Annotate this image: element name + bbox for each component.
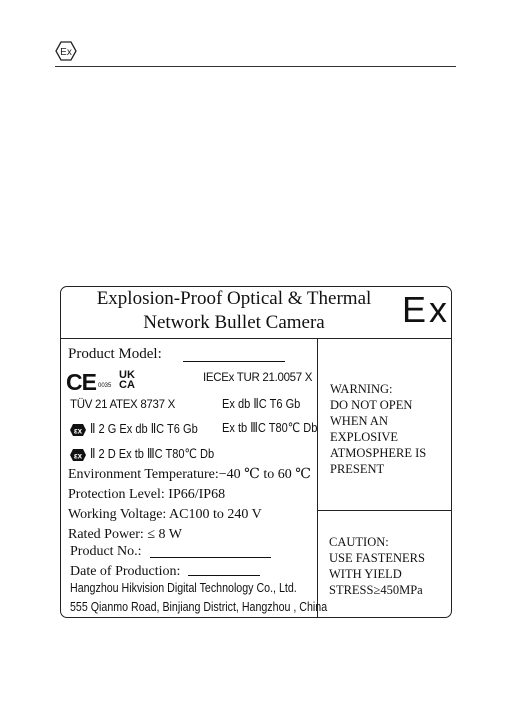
product-model-field [183,361,285,362]
product-title-line2: Network Bullet Camera [143,312,325,333]
product-title-line1: Explosion-Proof Optical & Thermal [96,288,372,309]
protection-level: Protection Level: IP66/IP68 [68,487,226,502]
product-number-field [150,557,271,558]
header-divider [55,66,456,67]
ex-hexagon-icon [55,41,77,61]
environment-temperature: Environment Temperature:−40 ℃ to 60 ℃ [68,467,311,482]
notified-body-number: 0035 [98,383,112,389]
warning-line: WHEN AN [330,414,388,428]
manufacturer-name: Hangzhou Hikvision Digital Technology Co., Ltd. [70,580,297,595]
iecex-dust-marking: Ex tb ⅢC T80℃ Db [222,420,318,435]
production-date-field [188,575,260,576]
caution-line: STRESS≥450MPa [329,583,423,597]
warning-line: PRESENT [330,462,385,476]
ex-hexagon-icon [69,423,87,436]
production-date-label: Date of Production: [70,564,181,579]
iecex-gas-marking: Ex db ⅡC T6 Gb [222,396,301,411]
warning-caution-divider [318,510,451,511]
column-divider [317,338,318,617]
ce-mark-icon: CE [66,369,96,395]
atex-certificate: TÜV 21 ATEX 8737 X [70,399,175,411]
manufacturer-address: 555 Qianmo Road, Binjiang District, Hangzhou , China [70,599,328,614]
caution-line: CAUTION: [329,535,389,549]
caution-line: USE FASTENERS [329,551,425,565]
ex-large-mark: Ex [402,289,451,330]
ex-hexagon-icon [69,448,87,461]
product-model-label: Product Model: [68,346,162,362]
warning-notice [330,381,426,477]
caution-notice [329,534,425,598]
warning-line: WARNING: [330,382,393,396]
rated-power: Rated Power: ≤ 8 W [68,527,182,542]
title-divider [61,338,451,339]
atex-gas-marking: Ⅱ 2 G Ex db ⅡC T6 Gb [90,421,198,436]
warning-line: ATMOSPHERE IS [330,446,427,460]
ukca-mark-icon: UK CA [119,369,135,391]
caution-line: WITH YIELD [329,567,402,581]
svg-text:εx: εx [73,426,83,436]
product-number-label: Product No.: [70,544,142,559]
working-voltage: Working Voltage: AC100 to 240 V [68,507,262,522]
atex-dust-marking: Ⅱ 2 D Ex tb ⅢC T80℃ Db [90,446,215,461]
warning-line: DO NOT OPEN [330,398,413,412]
svg-text:εx: εx [73,451,83,461]
header-ex-text: Ex [60,47,72,58]
warning-line: EXPLOSIVE [330,430,399,444]
iecex-certificate: IECEx TUR 21.0057 X [203,372,313,384]
